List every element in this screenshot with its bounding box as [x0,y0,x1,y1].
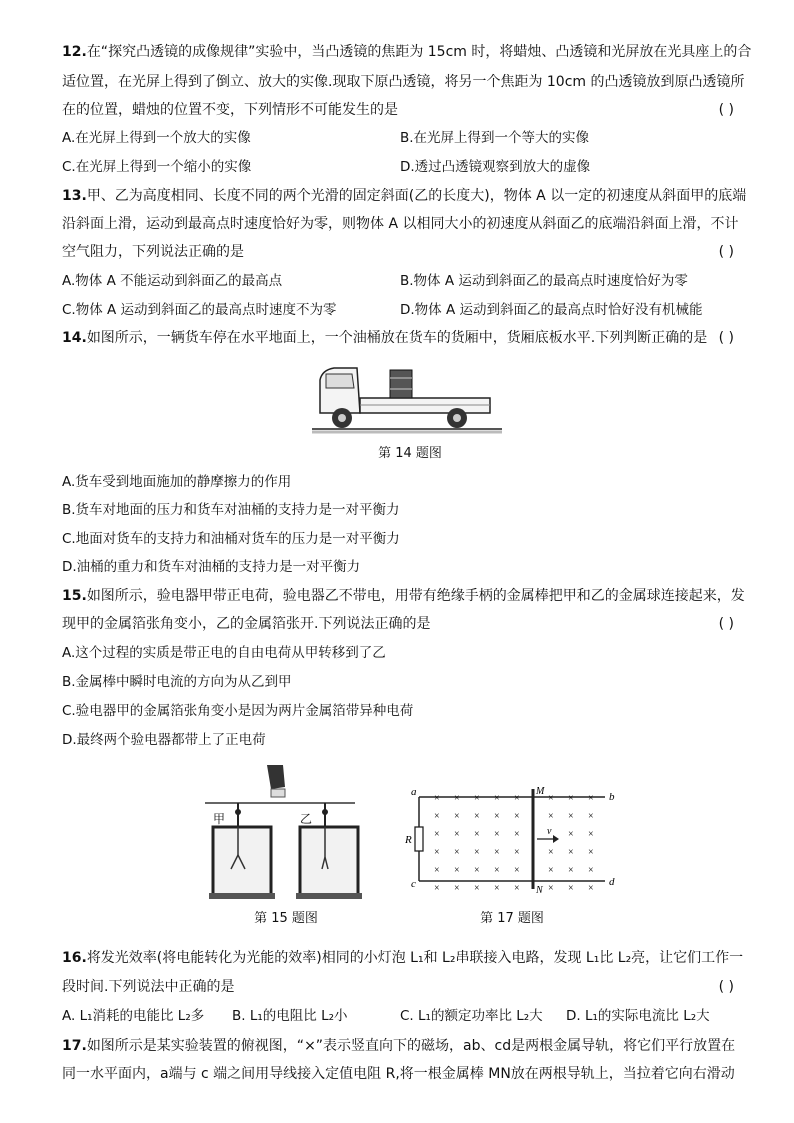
q13-option-c: C.物体 A 运动到斜面乙的最高点时速度不为零 [62,302,337,318]
field-cross-mark: × [514,865,520,876]
q12-line-3: 在的位置，蜡烛的位置不变，下列情形不可能发生的是 [62,102,398,118]
field-cross-mark: × [494,865,500,876]
field-cross-mark: × [474,865,480,876]
q15-line-2: 现甲的金属箔张角变小，乙的金属箔张开.下列说法正确的是 [62,616,431,632]
q17-caption: 第 17 题图 [480,911,544,926]
field-cross-mark: × [454,883,460,894]
label-m: M [536,786,545,797]
q13-number: 13. [62,188,87,204]
q12-line-1: 12.在“探究凸透镜的成像规律”实验中，当凸透镜的焦距为 15cm 时，将蜡烛、凸透镜和光屏放在光具座上的合 [62,44,752,60]
q13-option-d: D.物体 A 运动到斜面乙的最高点时恰好没有机械能 [400,302,703,318]
q16-line-1: 16.将发光效率(将电能转化为光能的效率)相同的小灯泡 L₁和 L₂串联接入电路，发现 L₁比 L₂亮，让它们工作一 [62,950,744,966]
field-cross-mark: × [568,811,574,822]
q13-line-2: 沿斜面上滑，运动到最高点时速度恰好为零，则物体 A 以相同大小的初速度从斜面乙的底端沿斜面上滑，不计 [62,216,739,232]
label-v: v [547,826,552,837]
q17-number: 17. [62,1038,87,1054]
q13-answer-paren: ( ) [718,244,734,260]
field-cross-mark: × [434,829,440,840]
q15-option-a: A.这个过程的实质是带正电的自由电荷从甲转移到了乙 [62,645,386,661]
field-cross-mark: × [514,811,520,822]
field-cross-mark: × [568,883,574,894]
q16-option-a: A. L₁消耗的电能比 L₂多 [62,1008,205,1024]
field-cross-mark: × [474,793,480,804]
q14-caption: 第 14 题图 [378,446,442,461]
field-cross-mark: × [514,793,520,804]
field-cross-mark: × [568,847,574,858]
q13-line-1: 13.甲、乙为高度相同、长度不同的两个光滑的固定斜面(乙的长度大)，物体 A 以一定的初速度从斜面甲的底端 [62,188,747,204]
field-cross-mark: × [494,847,500,858]
field-cross-mark: × [434,793,440,804]
field-cross-mark: × [454,865,460,876]
q12-option-d: D.透过凸透镜观察到放大的虚像 [400,159,591,175]
q14-option-b: B.货车对地面的压力和货车对油桶的支持力是一对平衡力 [62,502,400,518]
q15-option-c: C.验电器甲的金属箔张角变小是因为两片金属箔带异种电荷 [62,703,414,719]
field-cross-mark: × [568,865,574,876]
rail-figure [405,785,627,905]
q14-option-a: A.货车受到地面施加的静摩擦力的作用 [62,474,292,490]
q16-line-2: 段时间.下列说法中正确的是 [62,979,235,995]
label-r: R [405,834,412,846]
label-d: d [609,876,615,888]
electroscope-label-yi: 乙 [300,812,313,826]
field-cross-mark: × [548,883,554,894]
q12-line-2: 适位置，在光屏上得到了倒立、放大的实像.现取下原凸透镜，将另一个焦距为 10cm 的凸透镜放到原凸透镜所 [62,74,745,90]
field-cross-mark: × [494,793,500,804]
truck-figure [312,358,502,436]
label-a: a [411,786,417,798]
oil-drum-icon [390,370,412,398]
q12-option-b: B.在光屏上得到一个等大的实像 [400,130,590,146]
field-cross-mark: × [434,847,440,858]
field-cross-mark: × [588,847,594,858]
q13-line-3: 空气阻力，下列说法正确的是 [62,244,244,260]
field-cross-mark: × [454,847,460,858]
wheel-icon [332,408,352,428]
electroscope-figure [205,765,385,905]
field-cross-mark: × [474,847,480,858]
field-cross-mark: × [494,829,500,840]
field-cross-mark: × [454,829,460,840]
label-b: b [609,791,615,803]
q14-answer-paren: ( ) [718,330,734,346]
field-cross-mark: × [548,865,554,876]
field-cross-mark: × [568,829,574,840]
field-cross-mark: × [514,847,520,858]
field-cross-mark: × [454,793,460,804]
q12-answer-paren: ( ) [718,102,734,118]
q13-option-a: A.物体 A 不能运动到斜面乙的最高点 [62,273,283,289]
field-cross-mark: × [588,865,594,876]
magnetic-field-marks [434,793,594,894]
q15-answer-paren: ( ) [718,616,734,632]
q15-number: 15. [62,588,87,604]
q16-option-b: B. L₁的电阻比 L₂小 [232,1008,348,1024]
q14-line-1: 14.如图所示，一辆货车停在水平地面上，一个油桶放在货车的货厢中，货厢底板水平.下列判断正确的是 [62,330,708,346]
field-cross-mark: × [548,847,554,858]
q13-option-b: B.物体 A 运动到斜面乙的最高点时速度恰好为零 [400,273,688,289]
q15-option-d: D.最终两个验电器都带上了正电荷 [62,732,266,748]
field-cross-mark: × [454,811,460,822]
q16-answer-paren: ( ) [718,979,734,995]
q16-option-c: C. L₁的额定功率比 L₂大 [400,1008,543,1024]
q14-option-d: D.油桶的重力和货车对油桶的支持力是一对平衡力 [62,559,361,575]
field-cross-mark: × [548,793,554,804]
resistor-r [415,827,423,851]
field-cross-mark: × [568,793,574,804]
label-c: c [411,878,416,890]
q15-line-1: 15.如图所示，验电器甲带正电荷，验电器乙不带电，用带有绝缘手柄的金属棒把甲和乙的金属球连接起来，发 [62,588,745,604]
field-cross-mark: × [434,865,440,876]
field-cross-mark: × [494,883,500,894]
q17-line-1: 17.如图所示是某实验装置的俯视图，“×”表示竖直向下的磁场，ab、cd是两根金属导轨，将它们平行放置在 [62,1038,736,1054]
q12-option-c: C.在光屏上得到一个缩小的实像 [62,159,252,175]
wheel-icon [447,408,467,428]
hand-icon [267,765,285,797]
field-cross-mark: × [514,883,520,894]
field-cross-mark: × [474,883,480,894]
field-cross-mark: × [548,811,554,822]
field-cross-mark: × [434,883,440,894]
field-cross-mark: × [588,811,594,822]
field-cross-mark: × [474,811,480,822]
q17-line-2: 同一水平面内，a端与 c 端之间用导线接入定值电阻 R,将一根金属棒 MN放在两根导轨上，当拉着它向右滑动 [62,1066,735,1082]
q14-option-c: C.地面对货车的支持力和油桶对货车的压力是一对平衡力 [62,531,400,547]
field-cross-mark: × [474,829,480,840]
q16-option-d: D. L₁的实际电流比 L₂大 [566,1008,710,1024]
q15-caption: 第 15 题图 [254,911,318,926]
field-cross-mark: × [434,811,440,822]
q15-option-b: B.金属棒中瞬时电流的方向为从乙到甲 [62,674,292,690]
field-cross-mark: × [494,811,500,822]
q14-number: 14. [62,330,87,346]
label-n: N [536,885,543,896]
field-cross-mark: × [588,829,594,840]
q16-number: 16. [62,950,87,966]
electroscope-label-jia: 甲 [213,812,226,826]
field-cross-mark: × [588,793,594,804]
field-cross-mark: × [514,829,520,840]
field-cross-mark: × [588,883,594,894]
q12-number: 12. [62,44,87,60]
q12-option-a: A.在光屏上得到一个放大的实像 [62,130,251,146]
